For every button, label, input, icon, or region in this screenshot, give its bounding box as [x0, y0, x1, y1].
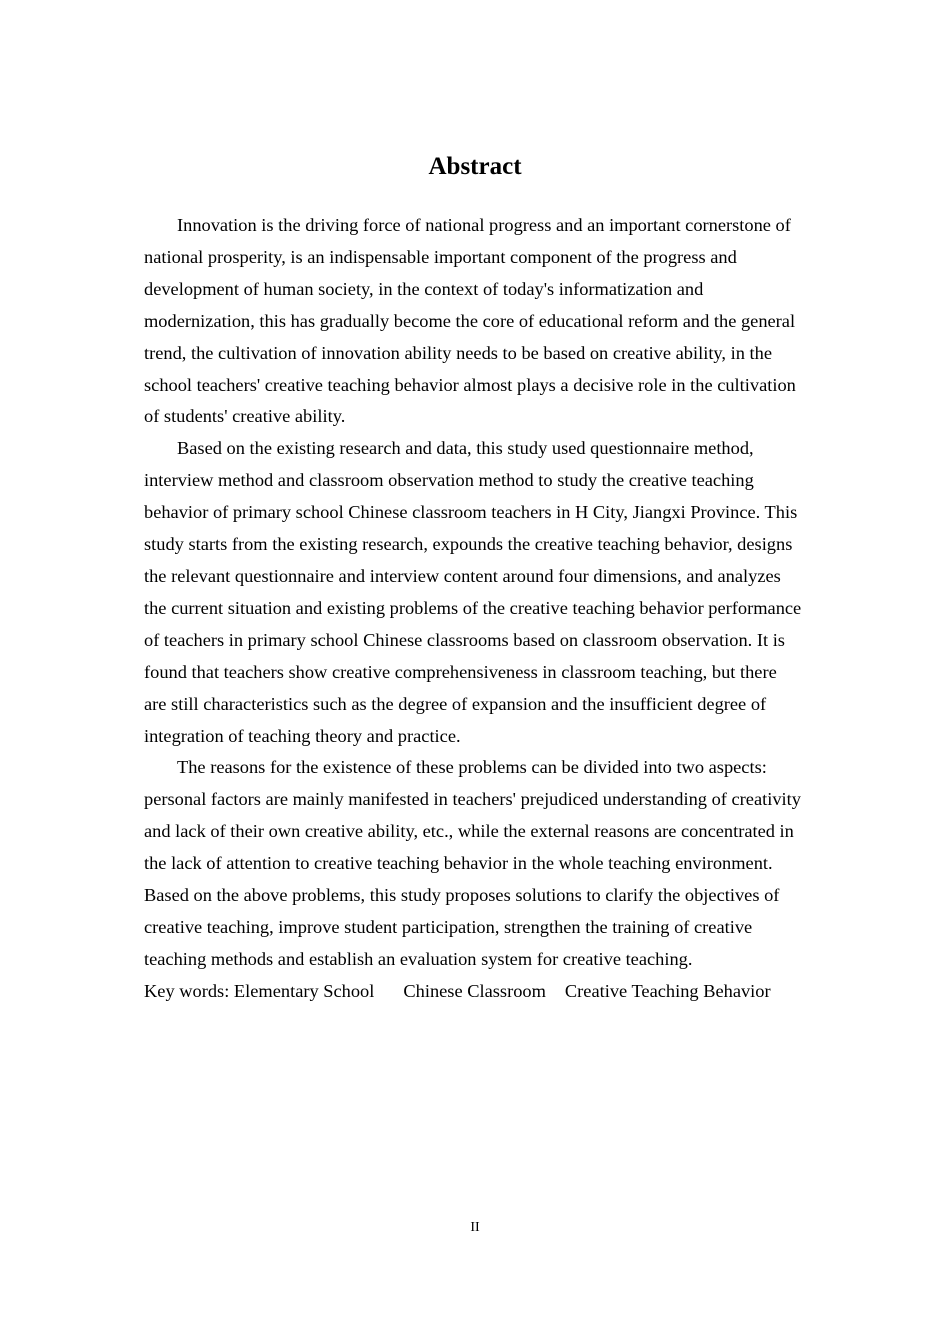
keywords-label: Key words:: [144, 980, 230, 1001]
abstract-paragraph-1: Innovation is the driving force of national progress and an important cornerstone of national prosperity, is an indispensable important component of the progress and development of human society, in the context of today's informatization and modernization, this has gradually become the core of educational reform and the general trend, the cultivation of innovation ability needs to be based on creative ability, in the school teachers' creative teaching behavior almost plays a decisive role in the cultivation of students' creative ability.: [144, 215, 796, 427]
abstract-paragraph-2: Based on the existing research and data, this study used questionnaire method, interview method and classroom observation method to study the creative teaching behavior of primary school Chinese classroom teachers in H City, Jiangxi Province. This study starts from the existing research, expounds the creative teaching behavior, designs the relevant questionnaire and interview content around four dimensions, and analyzes the current situation and existing problems of the creative teaching behavior performance of teachers in primary school Chinese classrooms based on classroom observation. It is found that teachers show creative comprehensiveness in classroom teaching, but there are still characteristics such as the degree of expansion and the insufficient degree of integration of teaching theory and practice.: [144, 438, 802, 746]
page-number: II: [470, 1220, 480, 1235]
abstract-paragraph-3: The reasons for the existence of these problems can be divided into two aspects: personal factors are mainly manifested in teachers' prejudiced understanding of creativity and lack of their own creative ability, etc., while the external reasons are concentrated in the lack of attention to creative teaching behavior in the whole teaching environment. Based on the above problems, this study proposes solutions to clarify the objectives of creative teaching, improve student participation, strengthen the training of creative teaching methods and establish an evaluation system for creative teaching.: [144, 757, 801, 969]
keyword-2: Chinese Classroom: [403, 980, 546, 1001]
keyword-3: Creative Teaching Behavior: [564, 980, 771, 1001]
abstract-body: [144, 210, 802, 1008]
abstract-title: Abstract: [428, 153, 522, 180]
keyword-1: Elementary School: [233, 980, 375, 1001]
keywords-line: [144, 976, 802, 1008]
